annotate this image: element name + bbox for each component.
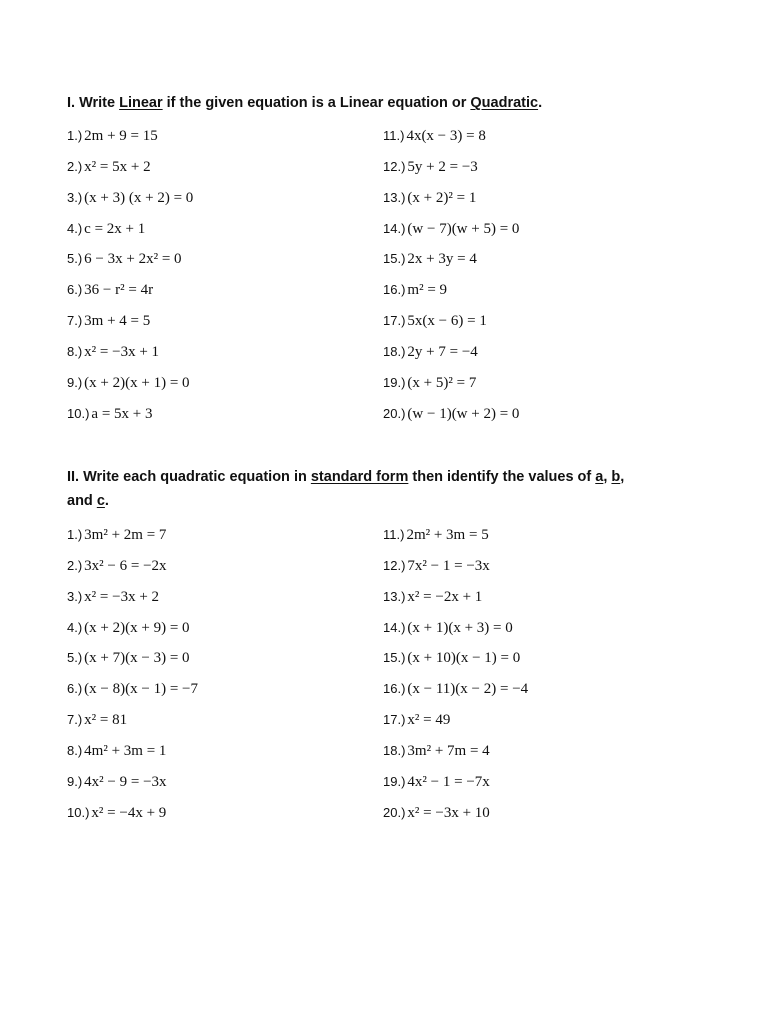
problem-equation: 36 − r² = 4r (84, 282, 154, 299)
problem-number: 11.) (383, 527, 405, 542)
problem-item (67, 342, 159, 362)
keyword-quadratic: Quadratic (470, 95, 539, 111)
problem-number: 18.) (383, 742, 406, 758)
problem-item (67, 803, 166, 823)
problem-equation: (x + 10)(x − 1) = 0 (407, 650, 521, 667)
problem-equation: 4x² − 1 = −7x (407, 773, 490, 790)
problem-equation: x² = −3x + 1 (84, 343, 160, 360)
problem-number: 6.) (67, 681, 83, 697)
problem-number: 7.) (67, 313, 83, 329)
problem-item (67, 404, 152, 424)
problem-number: 13.) (383, 189, 406, 205)
problem-number: 4.) (67, 220, 83, 236)
problem-item (67, 219, 145, 239)
problem-number: 9.) (67, 374, 83, 390)
problem-number: 17.) (383, 313, 406, 329)
problem-item (383, 404, 519, 424)
problem-number: 3.) (67, 189, 83, 205)
problem-number: 5.) (67, 251, 83, 267)
problem-number: 14.) (383, 220, 406, 236)
problem-item (383, 249, 477, 269)
problem-number: 4.) (67, 619, 83, 635)
problem-equation: (x + 5)² = 7 (407, 374, 477, 391)
problem-item (67, 280, 153, 300)
problem-item (383, 772, 490, 792)
problem-equation: m² = 9 (407, 282, 448, 299)
problem-equation: (x − 8)(x − 1) = −7 (84, 681, 198, 698)
problem-number: 16.) (383, 282, 406, 298)
problem-item (383, 648, 520, 668)
problem-number: 7.) (67, 712, 83, 728)
problem-item (67, 188, 193, 208)
instruction-text: . (538, 95, 543, 111)
problem-item (383, 342, 478, 362)
instruction-text: and (67, 493, 97, 509)
problem-item (67, 556, 167, 576)
problem-item (383, 311, 487, 331)
problem-number: 12.) (383, 557, 406, 573)
problem-equation: 2x + 3y = 4 (407, 251, 477, 268)
problem-item (67, 741, 166, 761)
problem-number: 15.) (383, 650, 406, 666)
problem-equation: (w − 7)(w + 5) = 0 (407, 220, 520, 237)
problem-item (67, 525, 166, 545)
problem-item (383, 803, 490, 823)
problem-equation: x² = 49 (407, 712, 451, 729)
problem-number: 8.) (67, 343, 83, 359)
problem-number: 19.) (383, 374, 406, 390)
problem-equation: 7x² − 1 = −3x (407, 557, 490, 574)
problem-equation: 4x(x − 3) = 8 (406, 128, 486, 144)
problem-item (383, 679, 528, 699)
problem-equation: 5y + 2 = −3 (407, 158, 478, 175)
problem-item (67, 679, 198, 699)
problem-equation: c = 2x + 1 (84, 220, 146, 237)
problem-equation: (x + 2)(x + 9) = 0 (84, 619, 190, 636)
problem-item (383, 556, 490, 576)
problem-equation: (x + 3) (x + 2) = 0 (84, 189, 194, 206)
problem-number: 12.) (383, 158, 406, 174)
problem-item (67, 126, 158, 146)
problem-number: 11.) (383, 128, 405, 143)
problem-equation: 6 − 3x + 2x² = 0 (84, 251, 182, 268)
problem-item (383, 219, 519, 239)
problem-item (383, 188, 476, 208)
problem-number: 16.) (383, 681, 406, 697)
problem-item (383, 157, 478, 177)
problem-equation: (w − 1)(w + 2) = 0 (407, 405, 520, 422)
problem-equation: 4m² + 3m = 1 (84, 742, 167, 759)
problem-number: 15.) (383, 251, 406, 267)
problem-equation: x² = −3x + 10 (407, 804, 490, 821)
keyword-standard-form: standard form (310, 469, 409, 485)
instruction-text: , (603, 469, 612, 485)
problem-number: 3.) (67, 588, 83, 604)
problem-equation: (x + 2)² = 1 (407, 189, 477, 206)
problem-item (67, 311, 150, 331)
section1-instructions (67, 95, 542, 111)
problem-equation: a = 5x + 3 (91, 405, 153, 422)
problem-equation: x² = −3x + 2 (84, 588, 160, 605)
problem-item (67, 249, 182, 269)
keyword-a: a (595, 469, 604, 485)
problem-item (67, 587, 159, 607)
problem-number: 1.) (67, 527, 83, 542)
problem-equation: (x + 1)(x + 3) = 0 (407, 619, 513, 636)
problem-equation: (x + 2)(x + 1) = 0 (84, 374, 190, 391)
problem-item (383, 618, 513, 638)
problem-item (383, 710, 450, 730)
problem-number: 10.) (67, 405, 90, 421)
problem-item (67, 157, 151, 177)
problem-number: 20.) (383, 804, 406, 820)
instruction-text: . (104, 493, 109, 509)
instruction-text: II. Write each quadratic equation in (67, 469, 311, 485)
section2-instructions-line2 (67, 493, 109, 509)
problem-equation: 4x² − 9 = −3x (84, 773, 167, 790)
problem-equation: 3x² − 6 = −2x (84, 557, 167, 574)
problem-number: 19.) (383, 773, 406, 789)
problem-number: 8.) (67, 742, 83, 758)
problem-number: 2.) (67, 158, 83, 174)
problem-equation: 3m + 4 = 5 (84, 313, 151, 330)
problem-item (383, 741, 490, 761)
problem-equation: x² = −2x + 1 (407, 588, 483, 605)
problem-number: 17.) (383, 712, 406, 728)
problem-equation: 2m² + 3m = 5 (406, 527, 489, 543)
problem-equation: (x + 7)(x − 3) = 0 (84, 650, 190, 667)
instruction-text: , (620, 469, 625, 485)
problem-item (383, 587, 482, 607)
problem-equation: 2y + 7 = −4 (407, 343, 478, 360)
problem-equation: 3m² + 2m = 7 (84, 527, 167, 543)
problem-number: 14.) (383, 619, 406, 635)
problem-equation: 5x(x − 6) = 1 (407, 313, 487, 330)
problem-number: 6.) (67, 282, 83, 298)
problem-item (383, 525, 489, 545)
problem-number: 1.) (67, 128, 83, 143)
problem-number: 5.) (67, 650, 83, 666)
keyword-b: b (611, 469, 621, 485)
problem-item (67, 772, 167, 792)
problem-equation: 2m + 9 = 15 (84, 128, 158, 144)
problem-item (67, 618, 190, 638)
keyword-c: c (96, 493, 105, 509)
problem-item (383, 373, 476, 393)
instruction-text: I. Write (67, 95, 120, 111)
problem-item (67, 373, 190, 393)
problem-number: 20.) (383, 405, 406, 421)
problem-equation: (x − 11)(x − 2) = −4 (407, 681, 529, 698)
problem-item (67, 710, 127, 730)
section2-instructions (67, 469, 624, 485)
problem-number: 2.) (67, 557, 83, 573)
problem-item (383, 280, 447, 300)
instruction-text: if the given equation is a Linear equation or (162, 95, 471, 111)
problem-equation: 3m² + 7m = 4 (407, 742, 490, 759)
problem-number: 18.) (383, 343, 406, 359)
problem-item (383, 126, 486, 146)
problem-number: 10.) (67, 804, 90, 820)
problem-equation: x² = 81 (84, 712, 128, 729)
problem-item (67, 648, 190, 668)
keyword-linear: Linear (119, 95, 163, 111)
problem-number: 9.) (67, 773, 83, 789)
problem-number: 13.) (383, 588, 406, 604)
instruction-text: then identify the values of (408, 469, 596, 485)
problem-equation: x² = −4x + 9 (91, 804, 167, 821)
problem-equation: x² = 5x + 2 (84, 158, 151, 175)
